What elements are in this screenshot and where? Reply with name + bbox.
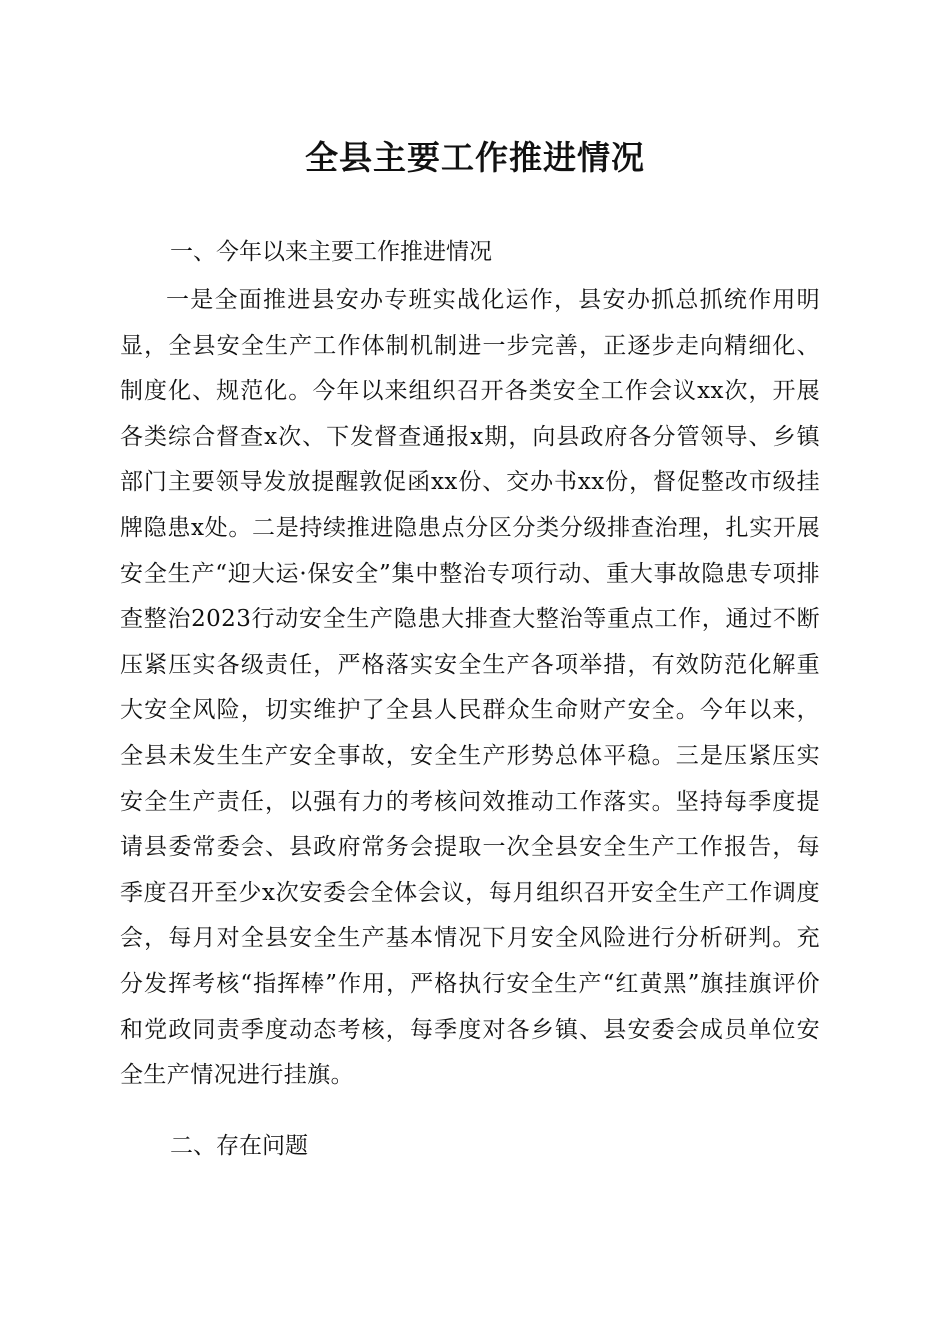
document-title: 全县主要工作推进情况 [305,138,645,177]
section-heading-existing-problems: 二、存在问题 [170,1133,308,1159]
section-body-paragraph: 一是全面推进县安办专班实战化运作，县安办抓总抓统作用明显，全县安全生产工作体制机制进一步完善，正逐步走向精细化、制度化、规范化。今年以来组织召开各类安全工作会议xx次，开展各类综合督查x次、下发督查通报x期，向县政府各分管领导、乡镇部门主要领导发放提醒敦促函xx份、交办书xx份，督促整改市级挂牌隐患x处。二是持续推进隐患点分区分类分级排查治理，扎实开展安全生产“迎大运·保安全”集中整治专项行动、重大事故隐患专项排查整治2023行动安全生产隐患大排查大整治等重点工作，通过不断压紧压实各级责任，严格落实安全生产各项举措，有效防范化解重大安全风险，切实维护了全县人民群众生命财产安全。今年以来，全县未发生生产安全事故，安全生产形势总体平稳。三是压紧压实安全生产责任，以强有力的考核问效推动工作落实。坚持每季度提请县委常委会、县政府常务会提取一次全县安全生产工作报告，每季度召开至少x次安委会全体会议，每月组织召开安全生产工作调度会，每月对全县安全生产基本情况下月安全风险进行分析研判。充分发挥考核“指挥棒”作用，严格执行安全生产“红黄黑”旗挂旗评价和党政同责季度动态考核，每季度对各乡镇、县安委会成员单位安全生产情况进行挂旗。 [120,287,820,1089]
section-heading-work-progress: 一、今年以来主要工作推进情况 [170,239,492,265]
